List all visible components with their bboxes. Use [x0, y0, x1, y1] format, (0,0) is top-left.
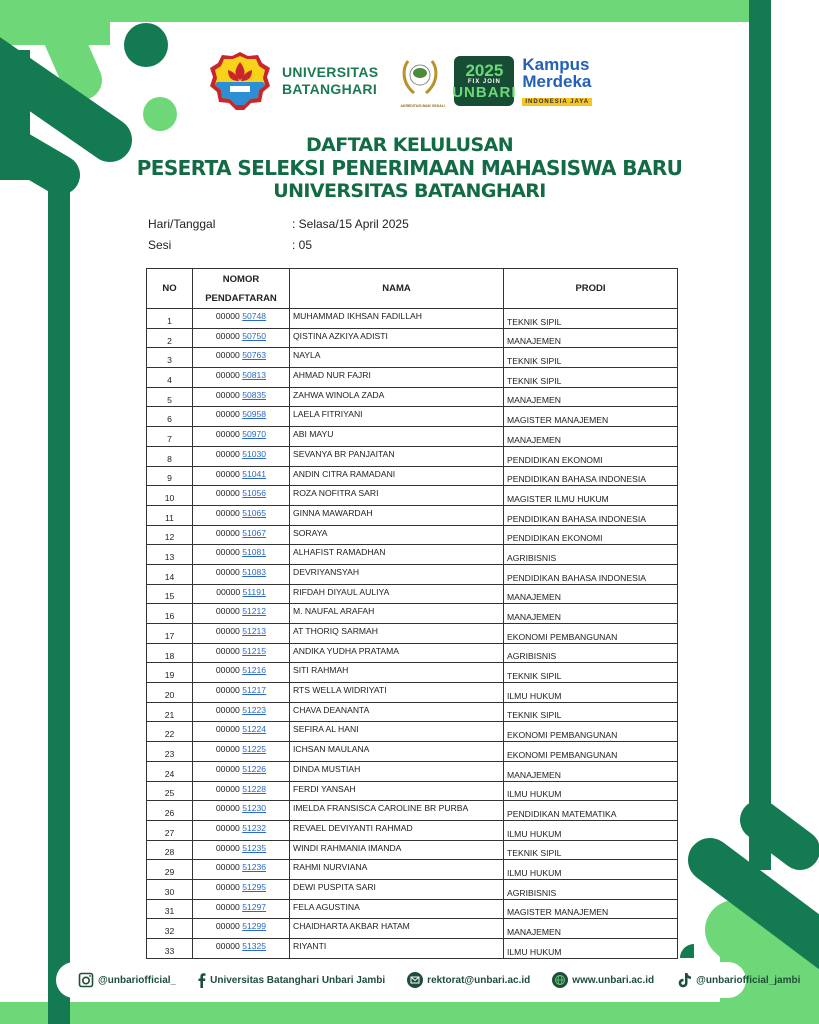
- nomor-prefix: 00000: [215, 311, 240, 321]
- cell-nama: ABI MAYU: [290, 427, 504, 447]
- cell-prodi: EKONOMI PEMBANGUNAN: [504, 742, 678, 762]
- nomor-prefix: 00000: [215, 862, 240, 873]
- logo-2025-year: 2025: [465, 61, 504, 80]
- cell-prodi: TEKNIK SIPIL: [504, 348, 678, 368]
- akreditasi-text: AKREDITASI BAIK SEKALI: [400, 104, 445, 108]
- cell-nomor-pendaftaran: [193, 742, 290, 762]
- footer-email[interactable]: [407, 972, 530, 988]
- cell-no: 27: [147, 820, 193, 840]
- table-row: [147, 939, 678, 959]
- meta-session-row: [148, 234, 409, 255]
- cell-nama: M. NAUFAL ARAFAH: [290, 604, 504, 624]
- cell-no: 21: [147, 702, 193, 722]
- nomor-link[interactable]: 51230: [242, 803, 267, 814]
- cell-nomor-pendaftaran: [193, 761, 290, 781]
- cell-no: 5: [147, 387, 193, 407]
- header-no: NO: [147, 269, 193, 309]
- cell-no: 8: [147, 446, 193, 466]
- globe-icon: [552, 972, 568, 988]
- cell-nomor-pendaftaran: [193, 820, 290, 840]
- cell-no: 20: [147, 683, 193, 703]
- facebook-icon: [198, 972, 206, 988]
- cell-nomor-pendaftaran: [193, 939, 290, 959]
- cell-no: 6: [147, 407, 193, 427]
- cell-no: 26: [147, 801, 193, 821]
- cell-nama: FERDI YANSAH: [290, 781, 504, 801]
- cell-nama: ANDIN CITRA RAMADANI: [290, 466, 504, 486]
- cell-nomor-pendaftaran: [193, 663, 290, 683]
- cell-nomor-pendaftaran: [193, 486, 290, 506]
- table-row: [147, 368, 678, 388]
- cell-no: 25: [147, 781, 193, 801]
- cell-prodi: ILMU HUKUM: [504, 860, 678, 880]
- cell-nama: AHMAD NUR FAJRI: [290, 368, 504, 388]
- nomor-prefix: 00000: [215, 941, 240, 951]
- nomor-link[interactable]: 51223: [242, 704, 267, 715]
- date-label: Hari/Tanggal: [148, 216, 216, 231]
- cell-no: 32: [147, 919, 193, 939]
- email-icon: [407, 972, 423, 988]
- nomor-link[interactable]: 51297: [242, 901, 267, 912]
- cell-nama: FELA AGUSTINA: [290, 899, 504, 919]
- cell-nomor-pendaftaran: [193, 309, 290, 329]
- cell-nomor-pendaftaran: [193, 348, 290, 368]
- tiktok-handle: @unbariofficial_jambi: [696, 974, 801, 986]
- cell-nomor-pendaftaran: [193, 899, 290, 919]
- cell-nama: DEWI PUSPITA SARI: [290, 879, 504, 899]
- cell-nama: SITI RAHMAH: [290, 663, 504, 683]
- header-nomor-line2: PENDAFTARAN: [205, 292, 277, 304]
- table-row: [147, 683, 678, 703]
- cell-nomor-pendaftaran: [193, 643, 290, 663]
- nomor-link[interactable]: 51030: [242, 448, 267, 459]
- cell-prodi: TEKNIK SIPIL: [504, 368, 678, 388]
- cell-prodi: MANAJEMEN: [504, 604, 678, 624]
- table-row: [147, 879, 678, 899]
- instagram-handle: @unbariofficial_: [98, 974, 177, 986]
- table-row: [147, 801, 678, 821]
- cell-no: 17: [147, 624, 193, 644]
- meta-date-row: [148, 213, 409, 234]
- cell-nomor-pendaftaran: [193, 879, 290, 899]
- nomor-prefix: 00000: [215, 744, 240, 755]
- cell-no: 33: [147, 939, 193, 959]
- cell-nomor-pendaftaran: [193, 525, 290, 545]
- nomor-prefix: 00000: [215, 783, 240, 794]
- cell-prodi: MAGISTER MANAJEMEN: [504, 407, 678, 427]
- cell-no: 31: [147, 899, 193, 919]
- table-row: [147, 545, 678, 565]
- cell-prodi: MAGISTER ILMU HUKUM: [504, 486, 678, 506]
- nomor-link[interactable]: 51225: [242, 744, 267, 755]
- university-name: [282, 64, 378, 98]
- cell-no: 29: [147, 860, 193, 880]
- cell-no: 12: [147, 525, 193, 545]
- cell-no: 16: [147, 604, 193, 624]
- table-row: [147, 604, 678, 624]
- cell-no: 1: [147, 309, 193, 329]
- cell-prodi: PENDIDIKAN BAHASA INDONESIA: [504, 505, 678, 525]
- nomor-prefix: 00000: [215, 389, 240, 400]
- cell-prodi: MANAJEMEN: [504, 919, 678, 939]
- cell-nama: DINDA MUSTIAH: [290, 761, 504, 781]
- cell-no: 7: [147, 427, 193, 447]
- document-title: [0, 134, 819, 203]
- kampus-line1: Kampus: [522, 55, 590, 74]
- facebook-page: Universitas Batanghari Unbari Jambi: [210, 974, 386, 986]
- kampus-tagline: INDONESIA JAYA: [522, 98, 592, 106]
- cell-prodi: MANAJEMEN: [504, 427, 678, 447]
- cell-no: 30: [147, 879, 193, 899]
- nomor-link[interactable]: 51083: [242, 566, 267, 577]
- cell-nomor-pendaftaran: [193, 407, 290, 427]
- cell-nama: ZAHWA WINOLA ZADA: [290, 387, 504, 407]
- footer-tiktok[interactable]: [676, 972, 800, 988]
- nomor-prefix: 00000: [215, 626, 240, 636]
- nomor-prefix: 00000: [215, 547, 240, 558]
- nomor-prefix: 00000: [215, 409, 240, 420]
- nomor-prefix: 00000: [215, 645, 240, 656]
- table-row: [147, 820, 678, 840]
- table-row: [147, 919, 678, 939]
- cell-nama: QISTINA AZKIYA ADISTI: [290, 328, 504, 348]
- nomor-link[interactable]: 50763: [242, 350, 267, 361]
- header-nama: NAMA: [290, 269, 504, 309]
- nomor-link[interactable]: 51217: [242, 685, 267, 696]
- nomor-link[interactable]: 51224: [242, 724, 267, 735]
- nomor-prefix: 00000: [215, 704, 240, 715]
- table-row: [147, 643, 678, 663]
- table-row: [147, 860, 678, 880]
- nomor-link[interactable]: 51067: [242, 527, 267, 538]
- nomor-link[interactable]: 51212: [242, 606, 267, 617]
- nomor-link[interactable]: 51299: [242, 921, 267, 932]
- nomor-prefix: 00000: [215, 468, 240, 479]
- cell-prodi: TEKNIK SIPIL: [504, 309, 678, 329]
- instagram-icon: [78, 972, 94, 988]
- cell-nama: DEVRIYANSYAH: [290, 564, 504, 584]
- cell-prodi: EKONOMI PEMBANGUNAN: [504, 624, 678, 644]
- nomor-prefix: 00000: [215, 448, 240, 459]
- header-nomor: [193, 269, 290, 309]
- cell-prodi: MANAJEMEN: [504, 761, 678, 781]
- cell-prodi: PENDIDIKAN EKONOMI: [504, 446, 678, 466]
- cell-no: 14: [147, 564, 193, 584]
- cell-prodi: MANAJEMEN: [504, 328, 678, 348]
- session-value: : 05: [292, 237, 313, 252]
- nomor-link[interactable]: 50748: [242, 311, 267, 321]
- session-label: Sesi: [148, 237, 172, 252]
- cell-nama: SORAYA: [290, 525, 504, 545]
- footer-website[interactable]: [552, 972, 654, 988]
- cell-prodi: ILMU HUKUM: [504, 939, 678, 959]
- table-row: [147, 387, 678, 407]
- cell-nomor-pendaftaran: [193, 328, 290, 348]
- logo-2025-name: UNBARI: [452, 84, 517, 101]
- table-row: [147, 446, 678, 466]
- kampus-merdeka-logo: [522, 56, 610, 106]
- cell-nama: RAHMI NURVIANA: [290, 860, 504, 880]
- nomor-link[interactable]: 50750: [242, 330, 267, 341]
- cell-nomor-pendaftaran: [193, 368, 290, 388]
- header-logos: [208, 50, 610, 112]
- cell-nomor-pendaftaran: [193, 604, 290, 624]
- nomor-link[interactable]: 51226: [242, 763, 267, 774]
- cell-nomor-pendaftaran: [193, 624, 290, 644]
- footer-facebook[interactable]: [198, 972, 385, 988]
- table-row: [147, 761, 678, 781]
- cell-nama: RIFDAH DIYAUL AULIYA: [290, 584, 504, 604]
- cell-no: 3: [147, 348, 193, 368]
- nomor-link[interactable]: 51235: [242, 842, 267, 853]
- cell-prodi: TEKNIK SIPIL: [504, 840, 678, 860]
- nomor-link[interactable]: 51065: [242, 507, 267, 518]
- cell-prodi: PENDIDIKAN MATEMATIKA: [504, 801, 678, 821]
- nomor-prefix: 00000: [215, 822, 240, 833]
- akreditasi-logo: [400, 55, 445, 108]
- cell-nama: SEFIRA AL HANI: [290, 722, 504, 742]
- cell-prodi: TEKNIK SIPIL: [504, 663, 678, 683]
- table-row: [147, 624, 678, 644]
- table-row: [147, 486, 678, 506]
- nomor-prefix: 00000: [215, 665, 240, 676]
- cell-prodi: PENDIDIKAN BAHASA INDONESIA: [504, 564, 678, 584]
- nomor-link[interactable]: 51213: [242, 626, 267, 636]
- cell-no: 2: [147, 328, 193, 348]
- table-row: [147, 525, 678, 545]
- cell-no: 19: [147, 663, 193, 683]
- nomor-link[interactable]: 51215: [242, 645, 267, 656]
- nomor-prefix: 00000: [215, 763, 240, 774]
- table-row: [147, 348, 678, 368]
- cell-nomor-pendaftaran: [193, 840, 290, 860]
- nomor-link[interactable]: 51232: [242, 822, 267, 833]
- logo-2025-tagline: FIX JOIN: [467, 79, 501, 85]
- nomor-prefix: 00000: [215, 842, 240, 853]
- nomor-prefix: 00000: [215, 566, 240, 577]
- cell-nama: RTS WELLA WIDRIYATI: [290, 683, 504, 703]
- table-row: [147, 663, 678, 683]
- nomor-link[interactable]: 51041: [242, 468, 267, 479]
- footer-contacts: [78, 968, 800, 992]
- cell-prodi: AGRIBISNIS: [504, 643, 678, 663]
- cell-nama: CHAVA DEANANTA: [290, 702, 504, 722]
- nomor-prefix: 00000: [215, 921, 240, 932]
- cell-no: 18: [147, 643, 193, 663]
- cell-nama: LAELA FITRIYANI: [290, 407, 504, 427]
- nomor-link[interactable]: 51216: [242, 665, 267, 676]
- title-line-3: UNIVERSITAS BATANGHARI: [273, 180, 546, 202]
- fix-join-unbari-logo: [452, 56, 517, 106]
- nomor-link[interactable]: 51081: [242, 547, 267, 558]
- nomor-prefix: 00000: [215, 488, 240, 499]
- cell-prodi: AGRIBISNIS: [504, 879, 678, 899]
- university-name-line2: BATANGHARI: [282, 81, 378, 97]
- email-address: rektorat@unbari.ac.id: [427, 974, 531, 986]
- table-row: [147, 407, 678, 427]
- cell-nama: RIYANTI: [290, 939, 504, 959]
- cell-prodi: PENDIDIKAN BAHASA INDONESIA: [504, 466, 678, 486]
- table-body: [147, 309, 678, 959]
- cell-prodi: MANAJEMEN: [504, 387, 678, 407]
- cell-prodi: TEKNIK SIPIL: [504, 702, 678, 722]
- cell-nama: ANDIKA YUDHA PRATAMA: [290, 643, 504, 663]
- cell-nomor-pendaftaran: [193, 446, 290, 466]
- nomor-prefix: 00000: [215, 507, 240, 518]
- cell-nomor-pendaftaran: [193, 781, 290, 801]
- cell-nomor-pendaftaran: [193, 702, 290, 722]
- cell-nama: GINNA MAWARDAH: [290, 505, 504, 525]
- nomor-prefix: 00000: [215, 685, 240, 696]
- cell-no: 24: [147, 761, 193, 781]
- cell-nama: NAYLA: [290, 348, 504, 368]
- nomor-prefix: 00000: [215, 803, 240, 814]
- nomor-link[interactable]: 50958: [242, 409, 267, 420]
- kampus-line2: Merdeka: [522, 72, 592, 91]
- nomor-prefix: 00000: [215, 429, 240, 440]
- cell-nama: CHAIDHARTA AKBAR HATAM: [290, 919, 504, 939]
- cell-no: 28: [147, 840, 193, 860]
- nomor-link[interactable]: 51228: [242, 783, 267, 794]
- tiktok-icon: [676, 972, 692, 988]
- cell-prodi: ILMU HUKUM: [504, 683, 678, 703]
- nomor-prefix: 00000: [215, 724, 240, 735]
- nomor-link[interactable]: 51191: [242, 586, 266, 597]
- table-row: [147, 564, 678, 584]
- cell-nama: SEVANYA BR PANJAITAN: [290, 446, 504, 466]
- nomor-prefix: 00000: [215, 330, 240, 341]
- nomor-link[interactable]: 50970: [242, 429, 267, 440]
- cell-prodi: PENDIDIKAN EKONOMI: [504, 525, 678, 545]
- cell-nomor-pendaftaran: [193, 545, 290, 565]
- cell-prodi: ILMU HUKUM: [504, 781, 678, 801]
- table-row: [147, 466, 678, 486]
- nomor-link[interactable]: 51236: [242, 862, 267, 873]
- nomor-prefix: 00000: [215, 606, 240, 617]
- table-row: [147, 722, 678, 742]
- nomor-prefix: 00000: [215, 901, 240, 912]
- header-prodi: PRODI: [504, 269, 678, 309]
- website-url: www.unbari.ac.id: [572, 974, 655, 986]
- cell-nama: MUHAMMAD IKHSAN FADILLAH: [290, 309, 504, 329]
- nomor-prefix: 00000: [215, 881, 240, 892]
- title-line-1: DAFTAR KELULUSAN: [306, 134, 513, 156]
- university-seal-logo: [208, 50, 272, 112]
- table-row: [147, 328, 678, 348]
- university-name-line1: UNIVERSITAS: [282, 64, 379, 80]
- document-meta: [148, 213, 409, 255]
- cell-nomor-pendaftaran: [193, 466, 290, 486]
- table-row: [147, 309, 678, 329]
- cell-nama: ALHAFIST RAMADHAN: [290, 545, 504, 565]
- cell-no: 13: [147, 545, 193, 565]
- cell-no: 9: [147, 466, 193, 486]
- results-table: [146, 268, 678, 959]
- table-row: [147, 505, 678, 525]
- cell-nomor-pendaftaran: [193, 860, 290, 880]
- cell-no: 10: [147, 486, 193, 506]
- cell-nama: REVAEL DEVIYANTI RAHMAD: [290, 820, 504, 840]
- nomor-prefix: 00000: [215, 370, 240, 381]
- table-row: [147, 584, 678, 604]
- cell-nomor-pendaftaran: [193, 919, 290, 939]
- cell-nomor-pendaftaran: [193, 387, 290, 407]
- cell-nomor-pendaftaran: [193, 427, 290, 447]
- header-nomor-line1: NOMOR: [222, 273, 260, 285]
- cell-nama: WINDI RAHMANIA IMANDA: [290, 840, 504, 860]
- nomor-link[interactable]: 51295: [242, 881, 267, 892]
- table-row: [147, 427, 678, 447]
- cell-nama: AT THORIQ SARMAH: [290, 624, 504, 644]
- nomor-link[interactable]: 51325: [242, 941, 267, 951]
- cell-nomor-pendaftaran: [193, 801, 290, 821]
- cell-no: 15: [147, 584, 193, 604]
- table-row: [147, 702, 678, 722]
- cell-prodi: ILMU HUKUM: [504, 820, 678, 840]
- cell-nomor-pendaftaran: [193, 564, 290, 584]
- table-row: [147, 899, 678, 919]
- cell-nama: ROZA NOFITRA SARI: [290, 486, 504, 506]
- nomor-link[interactable]: 50813: [242, 370, 267, 381]
- cell-nomor-pendaftaran: [193, 505, 290, 525]
- cell-nomor-pendaftaran: [193, 584, 290, 604]
- cell-no: 23: [147, 742, 193, 762]
- nomor-link[interactable]: 50835: [242, 389, 267, 400]
- cell-nomor-pendaftaran: [193, 722, 290, 742]
- table-row: [147, 742, 678, 762]
- table-row: [147, 840, 678, 860]
- cell-prodi: AGRIBISNIS: [504, 545, 678, 565]
- footer-instagram[interactable]: [78, 972, 176, 988]
- cell-no: 11: [147, 505, 193, 525]
- nomor-link[interactable]: 51056: [242, 488, 267, 499]
- table-row: [147, 781, 678, 801]
- nomor-prefix: 00000: [215, 527, 240, 538]
- table-header-row: [147, 269, 678, 309]
- cell-nama: IMELDA FRANSISCA CAROLINE BR PURBA: [290, 801, 504, 821]
- cell-prodi: MANAJEMEN: [504, 584, 678, 604]
- cell-no: 22: [147, 722, 193, 742]
- cell-nama: ICHSAN MAULANA: [290, 742, 504, 762]
- cell-prodi: EKONOMI PEMBANGUNAN: [504, 722, 678, 742]
- cell-nomor-pendaftaran: [193, 683, 290, 703]
- nomor-prefix: 00000: [215, 350, 240, 361]
- title-line-2: PESERTA SELEKSI PENERIMAAN MAHASISWA BARU: [136, 156, 683, 180]
- date-value: : Selasa/15 April 2025: [292, 216, 409, 231]
- nomor-prefix: 00000: [216, 586, 241, 597]
- cell-no: 4: [147, 368, 193, 388]
- cell-prodi: MAGISTER MANAJEMEN: [504, 899, 678, 919]
